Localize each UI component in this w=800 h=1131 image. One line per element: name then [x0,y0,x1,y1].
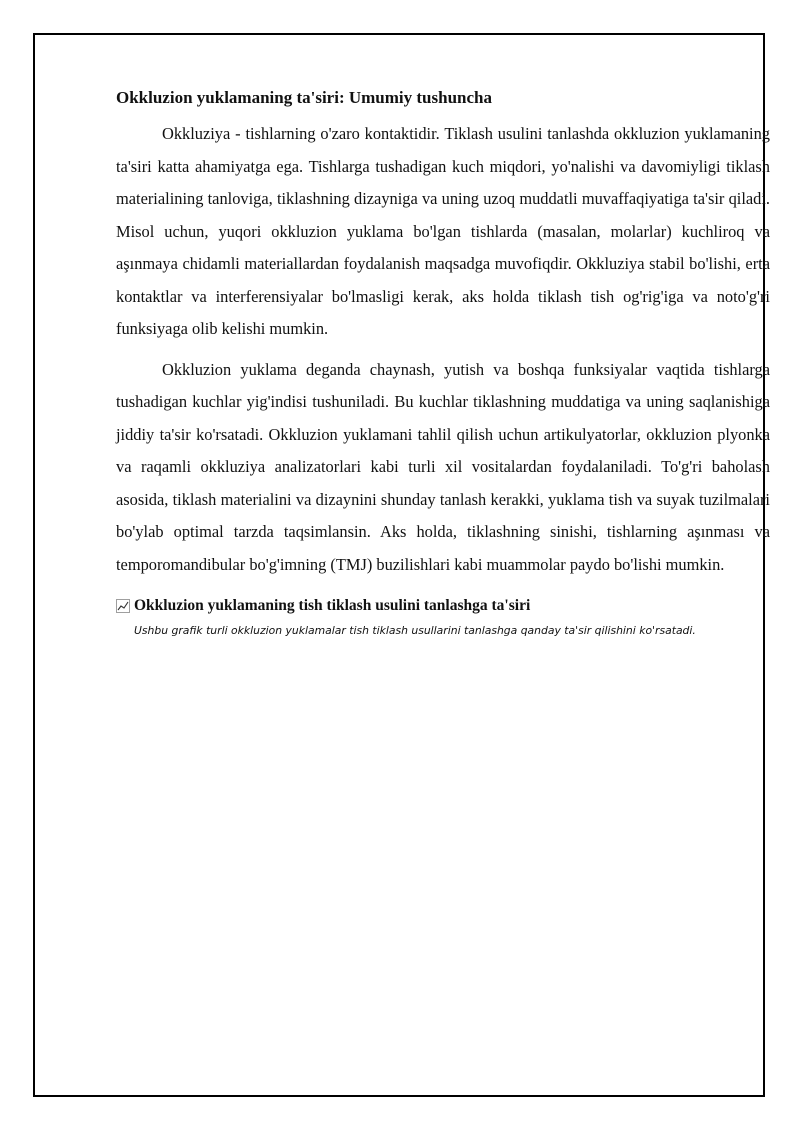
chart-line-icon [116,599,130,613]
figure-title [116,595,770,617]
section-heading: Okkluzion yuklamaning ta'siri: Umumiy tushuncha [116,88,492,107]
figure-title-text: Okkluzion yuklamaning tish tiklash usulini tanlashga ta'siri [134,597,531,614]
document-body [116,86,770,639]
figure-caption: Ushbu grafik turli okkluzion yuklamalar tish tiklash usullarini tanlashga qanday ta'sir qilishini ko'rsatadi. [134,624,696,637]
paragraph-occlusion-intro: Okkluziya - tishlarning o'zaro kontaktidir. Tiklash usulini tanlashda okkluzion yuklamaning ta'siri katta ahamiyatga ega. Tishlarga tushadigan kuch miqdori, yo'nalishi va davomiyligi tiklash materialining tanloviga, tiklashning dizayniga va uning uzoq muddatli muvaffaqiyatiga ta'sir qiladi. Misol uchun, yuqori okkluzion yuklama bo'lgan tishlarda (masalan, molarlar) kuchliroq va aşınmaya chidamli materiallardan foydalanish maqsadga muvofiqdir. Okkluziya stabil bo'lishi, erta kontaktlar va interferensiyalar bo'lmasligi kerak, aks holda tiklash tish og'rig'iga va noto'g'ri funksiyaga olib kelishi mumkin. [116,124,770,338]
paragraph-occlusal-load: Okkluzion yuklama deganda chaynash, yutish va boshqa funksiyalar vaqtida tishlarga tushadigan kuchlar yig'indisi tushuniladi. Bu kuchlar tiklashning muddatiga va uning saqlanishiga jiddiy ta'sir ko'rsatadi. Okkluzion yuklamani tahlil qilish uchun artikulyatorlar, okkluzion plyonka va raqamli okkluziya analizatorlari kabi turli xil vositalardan foydalaniladi. To'g'ri baholash asosida, tiklash materialini va dizaynini shunday tanlash kerakki, yuklama tish va suyak tuzilmalari bo'ylab optimal tarzda taqsimlansin. Aks holda, tiklashning sinishi, tishlarning aşınması va temporomandibular bo'g'imning (TMJ) buzilishlari kabi muammolar paydo bo'lishi mumkin. [116,359,770,574]
